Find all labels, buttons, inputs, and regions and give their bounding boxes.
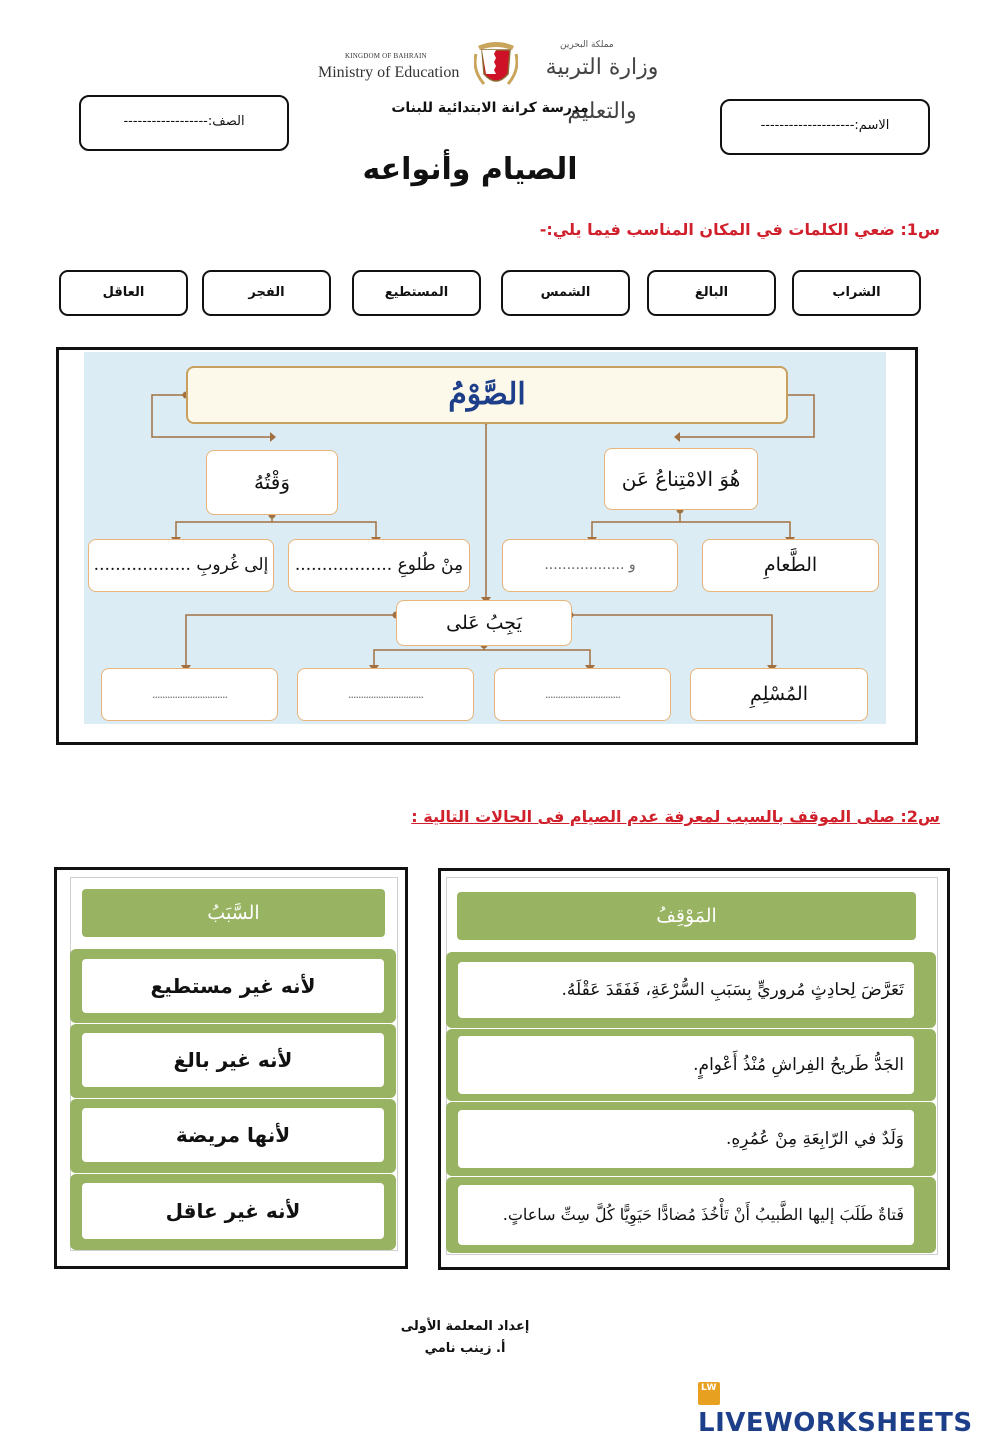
footer-line-2: أ. زينب نامي (424, 1341, 506, 1356)
ministry-name-en: Ministry of Education (318, 64, 460, 81)
concept-root-label: الصَّوْمُ (448, 377, 526, 412)
condition-blank-3[interactable]: .............................. (101, 668, 278, 721)
reason-card-insane[interactable]: لأنه غير عاقل (82, 1183, 384, 1239)
question-1-text: س1: ضعي الكلمات في المكان المناسب فيما يلي:- (539, 220, 940, 239)
concept-root-box (186, 366, 788, 424)
word-card-dawn[interactable]: الفجر (202, 270, 331, 316)
word-card-able[interactable]: المستطيع (352, 270, 481, 316)
liveworksheets-watermark (698, 1378, 1000, 1438)
situation-row (446, 1029, 936, 1101)
liveworksheets-badge-icon: LW (698, 1382, 720, 1405)
page-title: الصيام وأنواعه (362, 152, 578, 187)
food-box: الطَّعامِ (702, 539, 879, 592)
word-card-sun[interactable]: الشمس (501, 270, 630, 316)
situation-card-child[interactable]: وَلَدٌ في الرّابِعَةِ مِنْ عُمُرِهِ. (458, 1110, 914, 1168)
reason-card-sick[interactable]: لأنها مريضة (82, 1108, 384, 1162)
situation-row (446, 1102, 936, 1176)
reason-row (70, 1099, 396, 1173)
question-2-text: س2: صلى الموقف بالسبب لمعرفة عدم الصيام فى الحالات التالية : (411, 807, 940, 826)
reason-row (70, 949, 396, 1023)
reason-row (70, 1174, 396, 1250)
reason-card-unable[interactable]: لأنه غير مستطيع (82, 959, 384, 1013)
school-name: مدرسة كرانة الابتدائية للبنات (391, 100, 589, 116)
definition-box: هُوَ الامْتِناعُ عَن (604, 448, 758, 510)
reason-row (70, 1024, 396, 1098)
situation-row (446, 952, 936, 1028)
condition-blank-1[interactable]: .............................. (494, 668, 671, 721)
situation-card-girl-medicine[interactable]: فَتاةٌ طَلَبَ إليها الطَّبيبُ أَنْ تَأْخُذَ مُضادًّا حَيَوِيًّا كُلَّ سِتِّ ساعاتٍ. (458, 1185, 914, 1245)
reasons-header: السَّبَبُ (82, 889, 385, 937)
situation-row (446, 1177, 936, 1253)
ministry-name-ar: وزارة التربية والتعليم (545, 55, 659, 124)
situations-header: المَوْقِفُ (457, 892, 916, 940)
class-field[interactable]: الصف:------------------ (79, 95, 289, 151)
situation-card-grandfather[interactable]: الجَدُّ طَريحُ الفِراشِ مُنْذُ أَعْوامٍ. (458, 1036, 914, 1094)
footer-credit (390, 1316, 540, 1360)
liveworksheets-text: LIVEWORKSHEETS (698, 1408, 973, 1438)
situation-card-accident[interactable]: تَعَرَّضَ لِحادِثٍ مُروريٍّ بِسَبَبِ السُّرْعَةِ، فَفَقَدَ عَقْلَهُ. (458, 962, 914, 1018)
dawn-blank[interactable]: مِنْ طُلوعِ .................. (288, 539, 470, 592)
muslim-box: المُسْلِمِ (690, 668, 868, 721)
word-card-drink[interactable]: الشراب (792, 270, 921, 316)
kingdom-label: KINGDOM OF BAHRAIN (345, 52, 427, 60)
sunset-blank[interactable]: إلى غُروبِ .................. (88, 539, 274, 592)
word-card-sane[interactable]: العاقل (59, 270, 188, 316)
ministry-ar-small: مملكة البحرين (560, 40, 614, 50)
reason-card-not-adult[interactable]: لأنه غير بالغ (82, 1033, 384, 1087)
time-box: وَقْتُهُ (206, 450, 338, 515)
obligatory-box: يَجِبُ عَلى (396, 600, 572, 646)
footer-line-1: إعداد المعلمة الأولى (400, 1319, 530, 1334)
condition-blank-2[interactable]: .............................. (297, 668, 474, 721)
drink-blank[interactable]: و .................. (502, 539, 678, 592)
word-card-adult[interactable]: البالغ (647, 270, 776, 316)
name-field[interactable]: الاسم:-------------------- (720, 99, 930, 155)
